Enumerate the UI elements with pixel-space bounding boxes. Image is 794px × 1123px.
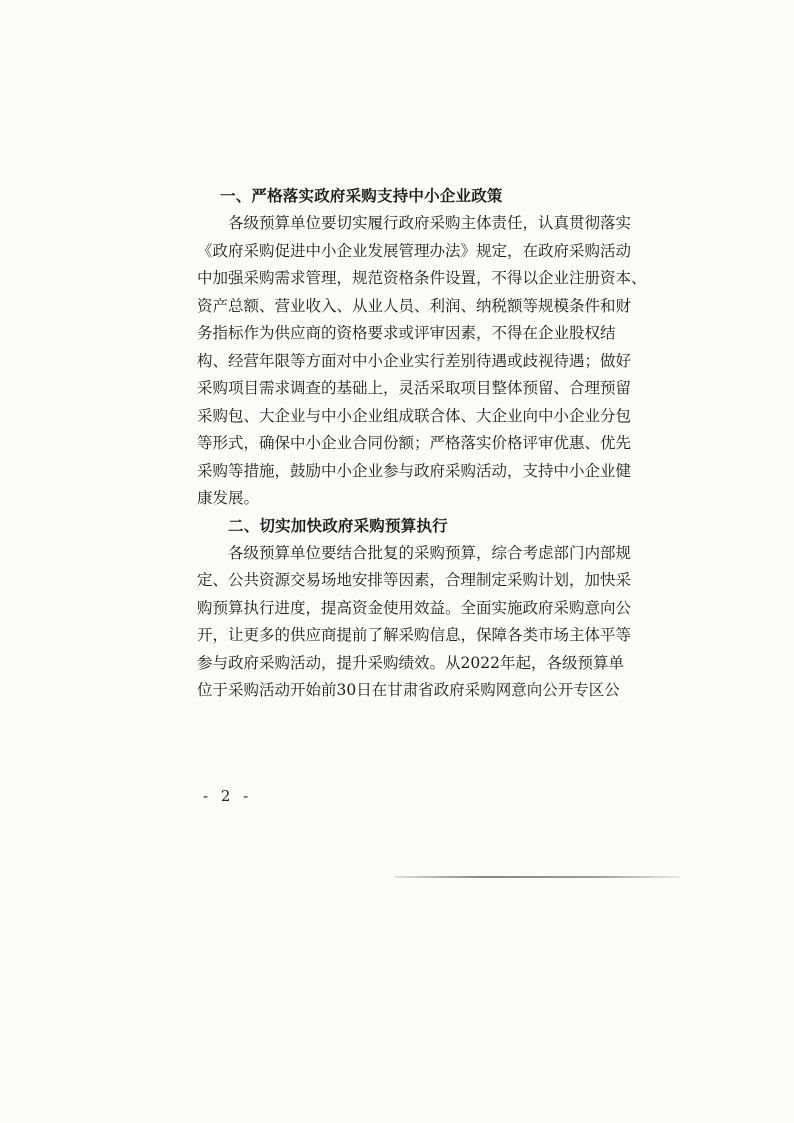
paragraph-line: 参与政府采购活动，提升采购绩效。从2022年起，各级预算单	[197, 653, 624, 672]
paragraph-line: 定、公共资源交易场地安排等因素，合理制定采购计划，加快采	[197, 571, 632, 589]
body-text	[197, 183, 647, 705]
section-1-heading: 一、严格落实政府采购支持中小企业政策	[220, 187, 503, 205]
paragraph-line: 采购等措施，鼓励中小企业参与政府采购活动，支持中小企业健	[197, 461, 632, 480]
section-1-paragraph	[197, 210, 647, 513]
scan-artifact-line	[395, 876, 680, 878]
page-number: - 2 -	[203, 787, 253, 805]
section-2-paragraph	[197, 540, 632, 705]
paragraph-line: 构、经营年限等方面对中小企业实行差别待遇或歧视待遇；做好	[197, 351, 632, 370]
paragraph-line: 中加强采购需求管理，规范资格条件设置，不得以企业注册资本、	[197, 269, 647, 287]
section-2-heading: 二、切实加快政府采购预算执行	[228, 516, 448, 535]
paragraph-line: 务指标作为供应商的资格要求或评审因素，不得在企业股权结	[197, 324, 616, 342]
paragraph-line: 开，让更多的供应商提前了解采购信息，保障各类市场主体平等	[197, 626, 632, 644]
paragraph-line: 采购项目需求调查的基础上，灵活采取项目整体预留、合理预留	[197, 379, 632, 397]
paragraph-line: 康发展。	[197, 489, 260, 507]
paragraph-line: 采购包、大企业与中小企业组成联合体、大企业向中小企业分包	[197, 406, 632, 425]
paragraph-line: 《政府采购促进中小企业发展管理办法》规定，在政府采购活动	[197, 241, 632, 260]
paragraph-line: 各级预算单位要切实履行政府采购主体责任，认真贯彻落实	[228, 214, 632, 232]
paragraph-line: 购预算执行进度，提高资金使用效益。全面实施政府采购意向公	[197, 598, 632, 617]
paragraph-line: 资产总额、营业收入、从业人员、利润、纳税额等规模条件和财	[197, 296, 632, 315]
paragraph-line: 等形式，确保中小企业合同份额；严格落实价格评审优惠、优先	[197, 434, 632, 452]
paragraph-line: 位于采购活动开始前30日在甘肃省政府采购网意向公开专区公	[197, 681, 620, 699]
paragraph-line: 各级预算单位要结合批复的采购预算，综合考虑部门内部规	[228, 543, 632, 562]
